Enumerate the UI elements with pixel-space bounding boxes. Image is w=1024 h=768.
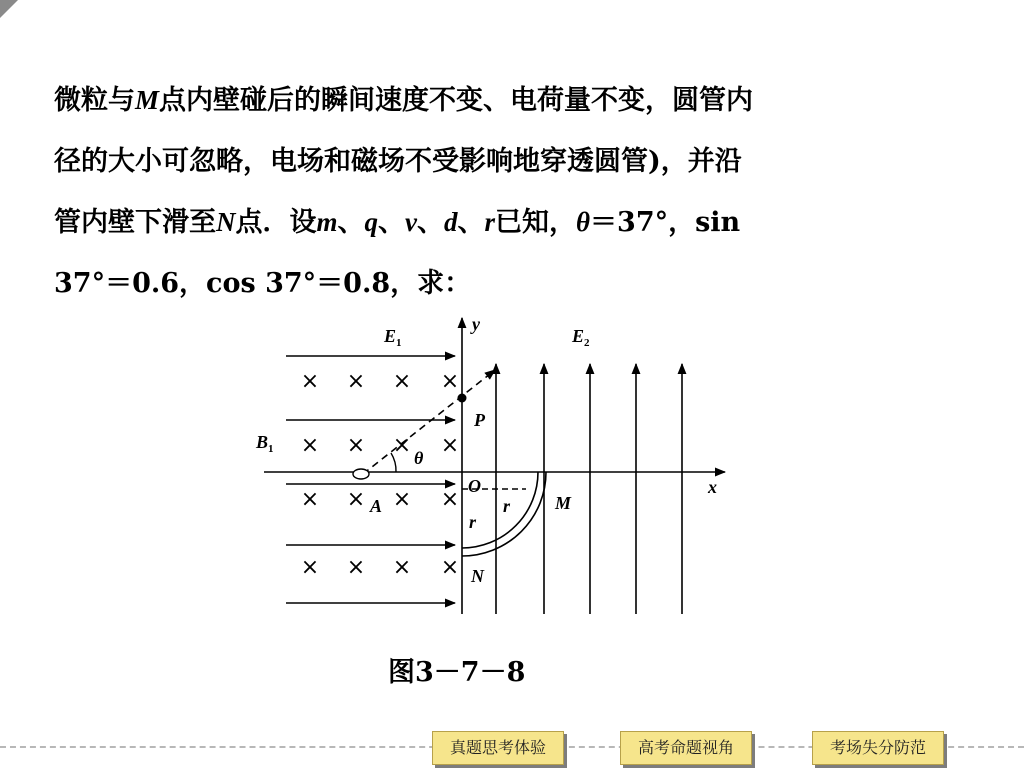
cross-mark: × <box>300 555 320 580</box>
text-fragment: 、 <box>337 207 365 238</box>
problem-text <box>54 70 954 314</box>
variable-v: v <box>405 207 417 237</box>
label-x: x <box>708 477 717 497</box>
problem-line-2: 径的大小可忽略，电场和磁场不受影响地穿透圆管)，并沿 <box>54 146 742 177</box>
text-fragment: 、 <box>457 207 485 238</box>
cross-mark: × <box>300 487 320 512</box>
variable-theta: θ <box>576 207 591 237</box>
cross-mark: × <box>392 433 412 458</box>
text-fragment: ＝37°，sin <box>590 207 741 238</box>
problem-line-4: 37°＝0.6，cos 37°＝0.8，求： <box>54 268 472 299</box>
label-p: P <box>474 410 485 430</box>
error-prevention-button[interactable]: 考场失分防范 <box>812 731 944 765</box>
cross-mark: × <box>440 369 460 394</box>
corner-mark <box>0 0 18 18</box>
cross-mark: × <box>300 369 320 394</box>
point-p-dot <box>458 394 467 403</box>
text-fragment: 、 <box>417 207 444 238</box>
cross-mark: × <box>440 433 460 458</box>
label-e2: $E_2$ <box>572 326 590 349</box>
cross-mark: × <box>346 487 366 512</box>
label-y: y <box>472 314 480 334</box>
physics-diagram <box>250 312 740 622</box>
label-a: A <box>370 496 383 516</box>
text-fragment: 微粒与 <box>54 85 135 116</box>
label-o: O <box>468 476 481 496</box>
cross-mark: × <box>346 433 366 458</box>
variable-m: m <box>316 207 338 237</box>
label-r-right: r <box>503 496 511 516</box>
text-fragment: 点内壁碰后的瞬间速度不变、电荷量不变，圆管内 <box>159 85 754 116</box>
variable-M: M <box>135 85 160 115</box>
variable-N: N <box>216 207 236 237</box>
cross-mark: × <box>346 369 366 394</box>
figure-caption: 图3－7－8 <box>388 657 526 688</box>
cross-mark: × <box>346 555 366 580</box>
variable-d: d <box>444 207 458 237</box>
particle <box>353 469 369 479</box>
real-exam-experience-button[interactable]: 真题思考体验 <box>432 731 564 765</box>
cross-mark: × <box>300 433 320 458</box>
text-fragment: 已知， <box>495 207 577 238</box>
label-theta: θ <box>414 448 424 468</box>
cross-mark: × <box>392 369 412 394</box>
problem-line-1 <box>54 70 954 131</box>
label-b1: $B_1$ <box>256 432 274 455</box>
text-fragment: 、 <box>378 207 406 238</box>
variable-q: q <box>364 207 379 237</box>
label-n: N <box>471 566 484 586</box>
text-fragment: 点．设 <box>235 207 317 238</box>
text-fragment: 管内壁下滑至 <box>54 207 216 238</box>
label-m: M <box>555 493 572 513</box>
label-e1: $E_1$ <box>384 326 402 349</box>
cross-mark: × <box>440 487 460 512</box>
cross-mark: × <box>392 555 412 580</box>
variable-r: r <box>484 207 496 237</box>
cross-mark: × <box>392 487 412 512</box>
b1-crosses <box>301 369 459 580</box>
exam-perspective-button[interactable]: 高考命题视角 <box>620 731 752 765</box>
label-r-left: r <box>469 512 477 532</box>
problem-line-3 <box>54 192 954 253</box>
cross-mark: × <box>440 555 460 580</box>
